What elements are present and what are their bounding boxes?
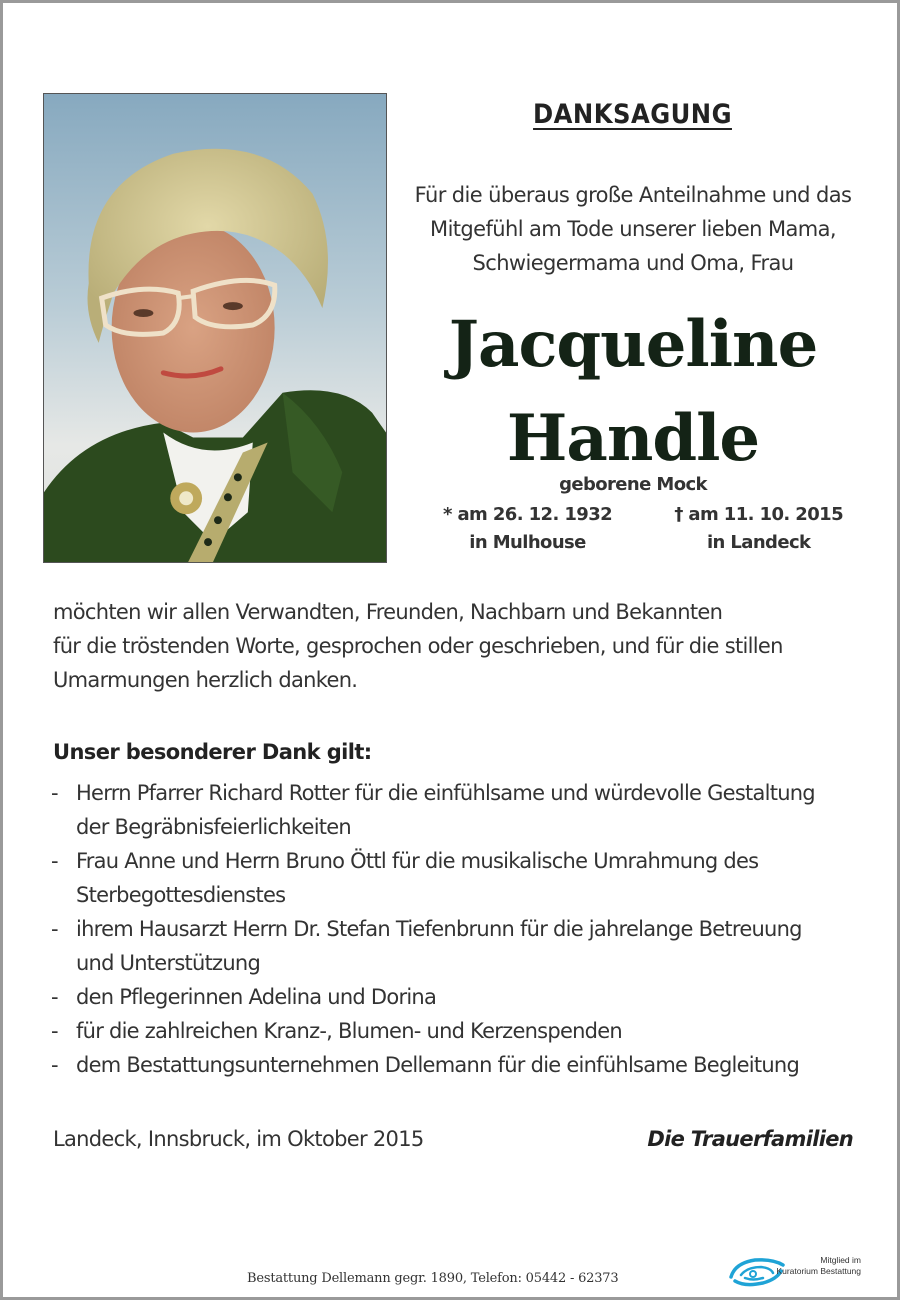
- birth-date: * am 26. 12. 1932: [443, 504, 613, 525]
- death-info: [674, 501, 843, 557]
- intro-line: Für die überaus große Anteilnahme und das: [414, 183, 852, 207]
- signature: Die Trauerfamilien: [647, 1127, 853, 1151]
- document-title: DANKSAGUNG: [533, 99, 733, 130]
- list-dash: -: [51, 781, 58, 805]
- kuratorium-logo: [725, 1251, 865, 1291]
- body-line: für die tröstenden Worte, gesprochen oder geschrieben, und für die stillen: [53, 634, 783, 658]
- list-item-line: Frau Anne und Herrn Bruno Öttl für die musikalische Umrahmung des: [76, 849, 759, 873]
- born-name: geborene Mock: [559, 474, 707, 495]
- logo-line: Mitglied im: [820, 1255, 861, 1265]
- list-dash: -: [51, 1019, 58, 1043]
- list-item-line: dem Bestattungsunternehmen Dellemann für die einfühlsame Begleitung: [76, 1053, 800, 1077]
- list-item: [51, 1014, 871, 1048]
- deceased-last-name: Handle: [506, 401, 760, 476]
- title-wrap: [403, 99, 863, 130]
- thanks-list: [51, 776, 871, 1082]
- body-paragraph: [53, 595, 853, 697]
- header-block: [403, 99, 863, 553]
- logo-text: [771, 1255, 861, 1277]
- list-dash: -: [51, 985, 58, 1009]
- list-item: [51, 844, 871, 912]
- place-date: Landeck, Innsbruck, im Oktober 2015: [53, 1127, 424, 1151]
- list-item-line: ihrem Hausarzt Herrn Dr. Stefan Tiefenbrunn für die jahrelange Betreuung: [76, 917, 802, 941]
- death-place: in Landeck: [706, 532, 811, 553]
- list-item-line: Sterbegottesdienstes: [76, 883, 286, 907]
- list-item: [51, 912, 871, 980]
- intro-line: Mitgefühl am Tode unserer lieben Mama,: [430, 217, 836, 241]
- list-item: [51, 1048, 871, 1082]
- logo-line: Kuratorium Bestattung: [776, 1266, 861, 1276]
- list-dash: -: [51, 917, 58, 941]
- portrait-photo: [43, 93, 387, 563]
- death-date: † am 11. 10. 2015: [674, 504, 843, 525]
- list-item: [51, 980, 871, 1014]
- body-line: möchten wir allen Verwandten, Freunden, Nachbarn und Bekannten: [53, 600, 723, 624]
- birth-info: [443, 501, 612, 557]
- birth-place: in Mulhouse: [469, 532, 586, 553]
- intro-text: [403, 178, 863, 280]
- list-item-line: Herrn Pfarrer Richard Rotter für die einfühlsame und würdevolle Gestaltung: [76, 781, 815, 805]
- list-dash: -: [51, 849, 58, 873]
- list-dash: -: [51, 1053, 58, 1077]
- thanks-heading: Unser besonderer Dank gilt:: [53, 740, 372, 764]
- intro-line: Schwiegermama und Oma, Frau: [472, 251, 794, 275]
- life-dates: [443, 501, 843, 557]
- list-item-line: den Pflegerinnen Adelina und Dorina: [76, 985, 437, 1009]
- funeral-home-footer: Bestattung Dellemann gegr. 1890, Telefon: 05442 - 62373: [247, 1271, 619, 1286]
- list-item-line: der Begräbnisfeierlichkeiten: [76, 815, 351, 839]
- deceased-first-name: Jacqueline: [448, 307, 818, 382]
- list-item-line: und Unterstützung: [76, 951, 261, 975]
- list-item: [51, 776, 871, 844]
- body-line: Umarmungen herzlich danken.: [53, 668, 358, 692]
- list-item-line: für die zahlreichen Kranz-, Blumen- und Kerzenspenden: [76, 1019, 622, 1043]
